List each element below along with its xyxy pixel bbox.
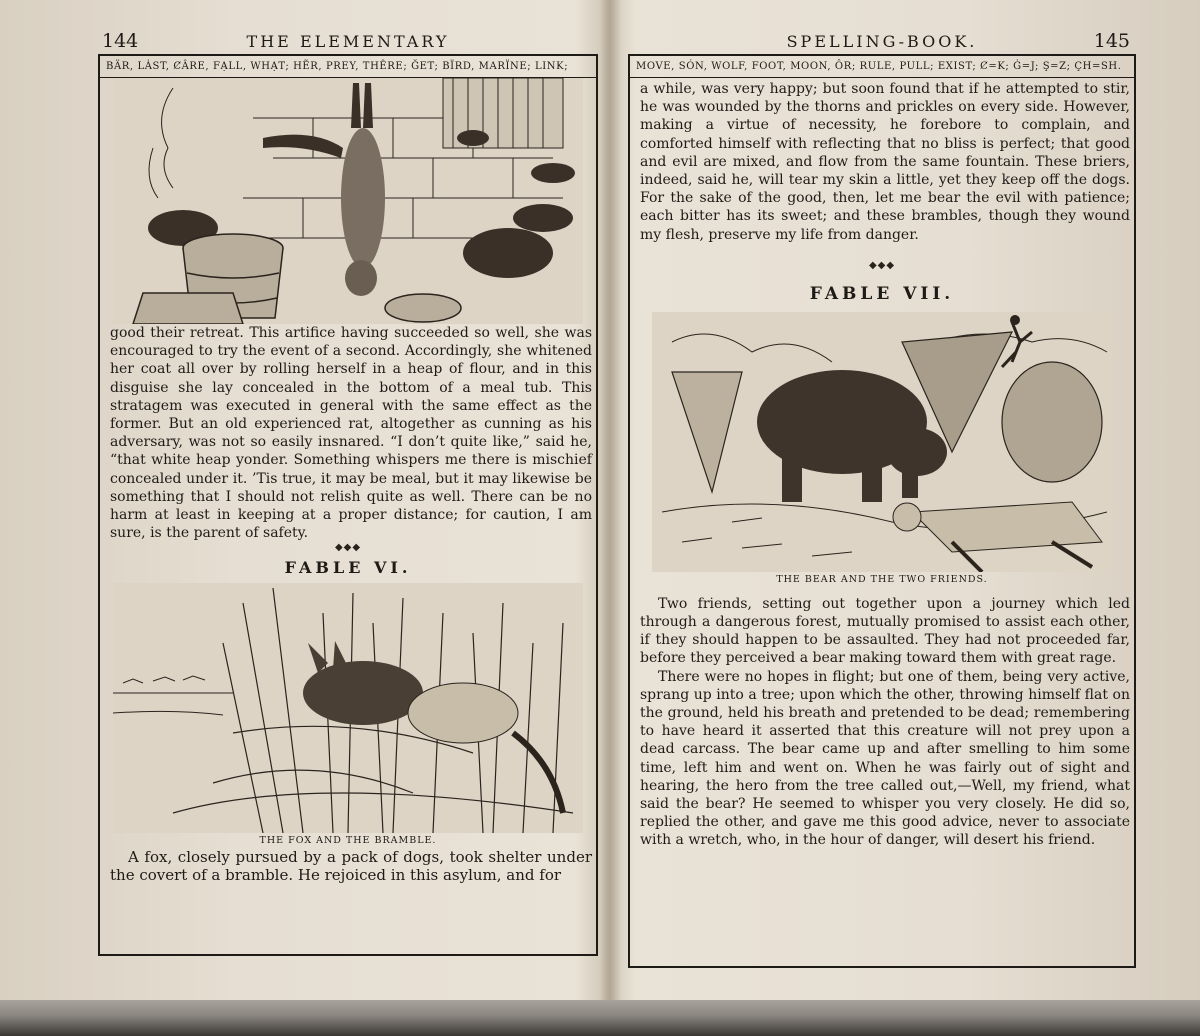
body-text: good their retreat. This artifice having succeeded so well, she was encouraged to try the event of a second. Accordingly, she whitened her coat all over by rolling herself in a heap of flour, and in this disguise she lay concealed in the bottom of a meal tub. This stratagem was executed in general with the same effect as the former. But an old experienced rat, altogether as cunning as his adversary, was not so easily insnared. “I don’t quite like,” said he, “that white heap yonder. Something whispers me there is mischief concealed under it. ’Tis true, it may be meal, but it may likewise be something that I should not relish quite as well. There can be no harm at least in keeping at a proper distance; for caution, I am sure, is the parent of safety. bbox=[110, 325, 592, 542]
illustration-caption: THE FOX AND THE BRAMBLE. bbox=[259, 835, 437, 847]
running-title: THE ELEMENTARY bbox=[246, 32, 450, 51]
bear-two-friends-illustration bbox=[652, 312, 1112, 572]
book-gutter bbox=[600, 0, 622, 1000]
page-number: 144 bbox=[102, 30, 139, 52]
page-frame bbox=[98, 54, 598, 956]
pronunciation-key: BÄR, LȦST, ȻÂRE, FẠLL, WHẠT; HẼR, PREY, THÊRE; ĞET; BÏRD, MARÏNE; LINK; bbox=[100, 56, 596, 78]
table-surface bbox=[0, 1000, 1200, 1036]
running-title: SPELLING-BOOK. bbox=[786, 32, 978, 51]
right-page bbox=[628, 26, 1136, 849]
paragraph: Two friends, setting out together upon a journey which led through a dangerous forest, mutually promised to assist each other, if they should happen to be assaulted. They had not proceeded far, before they perceived a bear making toward them with great rage. bbox=[640, 595, 1130, 667]
fable-text: A fox, closely pursued by a pack of dogs, took shelter under the covert of a bramble. He rejoiced in this asylum, and for bbox=[110, 848, 592, 885]
pronunciation-key: MOVE, SÓN, WOLF, FOOT, MOON, ÔR; RULE, PULL; EXIST; Ȼ=K; Ġ=J; Ş=Z; ÇH=SH. bbox=[630, 56, 1134, 78]
running-head bbox=[98, 26, 598, 54]
body-text: a while, was very happy; but soon found that if he attempted to stir, he was wounded by the thorns and prickles on every side. However, making a virtue of necessity, he forebore to complain, and comforted himself with reflecting that no bliss is perfect; that good and evil are mixed, and flow from the same fountain. These briers, indeed, said he, will tear my skin a little, yet they keep off the dogs. For the sake of the good, then, let me bear the evil with patience; each bitter has its sweet; and these brambles, though they wound my flesh, preserve my life from danger. bbox=[640, 81, 1130, 243]
fable-title: FABLE VII. bbox=[809, 283, 955, 304]
left-page bbox=[98, 26, 598, 885]
fable-title: FABLE VI. bbox=[284, 558, 412, 578]
paragraph: There were no hopes in flight; but one of them, being very active, sprang up into a tree; upon which the other, throwing himself flat on the ground, held his breath and pretended to be dead; remembering to have heard it asserted that this creature will not prey upon a dead carcass. The bear came up and after smelling to him some time, left him and went on. When he was fairly out of sight and hearing, the hero from the tree called out,—Well, my friend, what said the bear? He seemed to whisper you very closely. He did so, replied the other, and gave me this good advice, never to associate with a wretch, who, in the hour of danger, will desert his friend. bbox=[640, 668, 1130, 849]
illustration-caption: THE BEAR AND THE TWO FRIENDS. bbox=[776, 573, 988, 585]
running-head bbox=[628, 26, 1136, 54]
page-frame bbox=[628, 54, 1136, 968]
ornament: ◆◆◆ bbox=[334, 542, 362, 554]
rats-illustration bbox=[113, 78, 583, 324]
fox-bramble-illustration bbox=[113, 583, 583, 833]
ornament: ◆◆◆ bbox=[868, 259, 896, 271]
page-number: 145 bbox=[1093, 30, 1130, 52]
